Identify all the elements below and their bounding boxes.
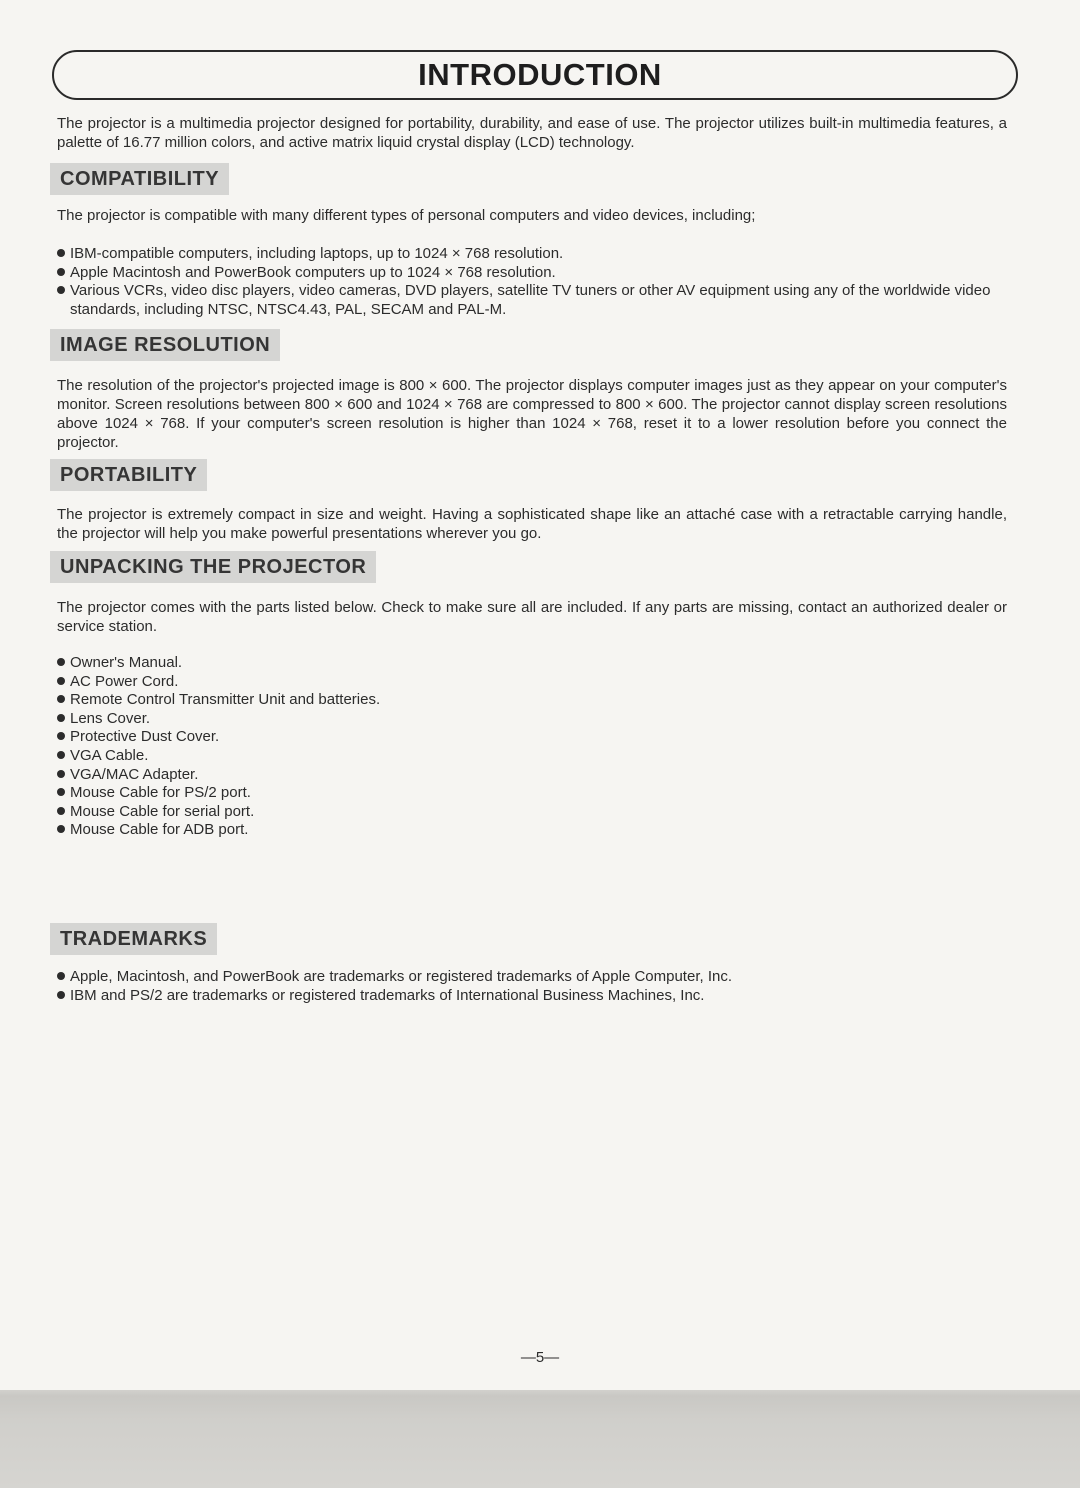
heading-image-resolution: IMAGE RESOLUTION bbox=[50, 329, 280, 361]
list-item: AC Power Cord. bbox=[57, 673, 1012, 692]
bullet-icon bbox=[57, 825, 65, 833]
bullet-icon bbox=[57, 249, 65, 257]
bullet-icon bbox=[57, 807, 65, 815]
bullet-icon bbox=[57, 972, 65, 980]
list-item: Remote Control Transmitter Unit and batteries. bbox=[57, 691, 1012, 710]
image-resolution-paragraph: The resolution of the projector's projected image is 800 × 600. The projector displays computer images just as they appear on your computer's monitor. Screen resolutions between 800 × 600 and 1024 × 768 are compressed to 800 × 600. The projector cannot display screen resolutions above 1024 × 768. If your computer's screen resolution is higher than 1024 × 768, reset it to a lower resolution before you connect the projector. bbox=[57, 377, 1007, 451]
page-title: INTRODUCTION bbox=[418, 57, 662, 92]
compatibility-paragraph: The projector is compatible with many different types of personal computers and video devices, including; bbox=[57, 207, 756, 224]
heading-compatibility: COMPATIBILITY bbox=[50, 163, 229, 195]
bullet-icon bbox=[57, 732, 65, 740]
list-item: Various VCRs, video disc players, video cameras, DVD players, satellite TV tuners or other AV equipment using any of the worldwide video standards, including NTSC, NTSC4.43, PAL, SECAM and PAL-M. bbox=[57, 282, 1012, 319]
scan-background bbox=[0, 1390, 1080, 1488]
bullet-icon bbox=[57, 658, 65, 666]
compatibility-list bbox=[57, 245, 1012, 319]
list-item: Mouse Cable for serial port. bbox=[57, 803, 1012, 822]
bullet-icon bbox=[57, 991, 65, 999]
list-item: IBM-compatible computers, including laptops, up to 1024 × 768 resolution. bbox=[57, 245, 1012, 264]
trademarks-list bbox=[57, 968, 1012, 1005]
bullet-icon bbox=[57, 788, 65, 796]
list-item: Mouse Cable for PS/2 port. bbox=[57, 784, 1012, 803]
list-item: VGA/MAC Adapter. bbox=[57, 766, 1012, 785]
bullet-icon bbox=[57, 770, 65, 778]
list-item: Mouse Cable for ADB port. bbox=[57, 821, 1012, 840]
bullet-icon bbox=[57, 751, 65, 759]
bullet-icon bbox=[57, 677, 65, 685]
intro-paragraph: The projector is a multimedia projector designed for portability, durability, and ease of use. The projector utilizes built-in multimedia features, a palette of 16.77 million colors, and active matrix liquid crystal display (LCD) technology. bbox=[57, 115, 1007, 151]
list-item: Apple Macintosh and PowerBook computers up to 1024 × 768 resolution. bbox=[57, 264, 1012, 283]
bullet-icon bbox=[57, 286, 65, 294]
unpacking-paragraph: The projector comes with the parts listed below. Check to make sure all are included. If any parts are missing, contact an authorized dealer or service station. bbox=[57, 599, 1007, 635]
heading-trademarks: TRADEMARKS bbox=[50, 923, 217, 955]
list-item: Apple, Macintosh, and PowerBook are trademarks or registered trademarks of Apple Computer, Inc. bbox=[57, 968, 1012, 987]
heading-unpacking: UNPACKING THE PROJECTOR bbox=[50, 551, 376, 583]
list-item: Owner's Manual. bbox=[57, 654, 1012, 673]
unpacking-list bbox=[57, 654, 1012, 840]
list-item: Protective Dust Cover. bbox=[57, 728, 1012, 747]
list-item: VGA Cable. bbox=[57, 747, 1012, 766]
bullet-icon bbox=[57, 695, 65, 703]
bullet-icon bbox=[57, 714, 65, 722]
list-item: Lens Cover. bbox=[57, 710, 1012, 729]
portability-paragraph: The projector is extremely compact in size and weight. Having a sophisticated shape like an attaché case with a retractable carrying handle, the projector will help you make powerful presentations wherever you go. bbox=[57, 506, 1007, 542]
bullet-icon bbox=[57, 268, 65, 276]
page-number: —5— bbox=[520, 1349, 560, 1366]
list-item: IBM and PS/2 are trademarks or registered trademarks of International Business Machines, Inc. bbox=[57, 987, 1012, 1006]
heading-portability: PORTABILITY bbox=[50, 459, 207, 491]
